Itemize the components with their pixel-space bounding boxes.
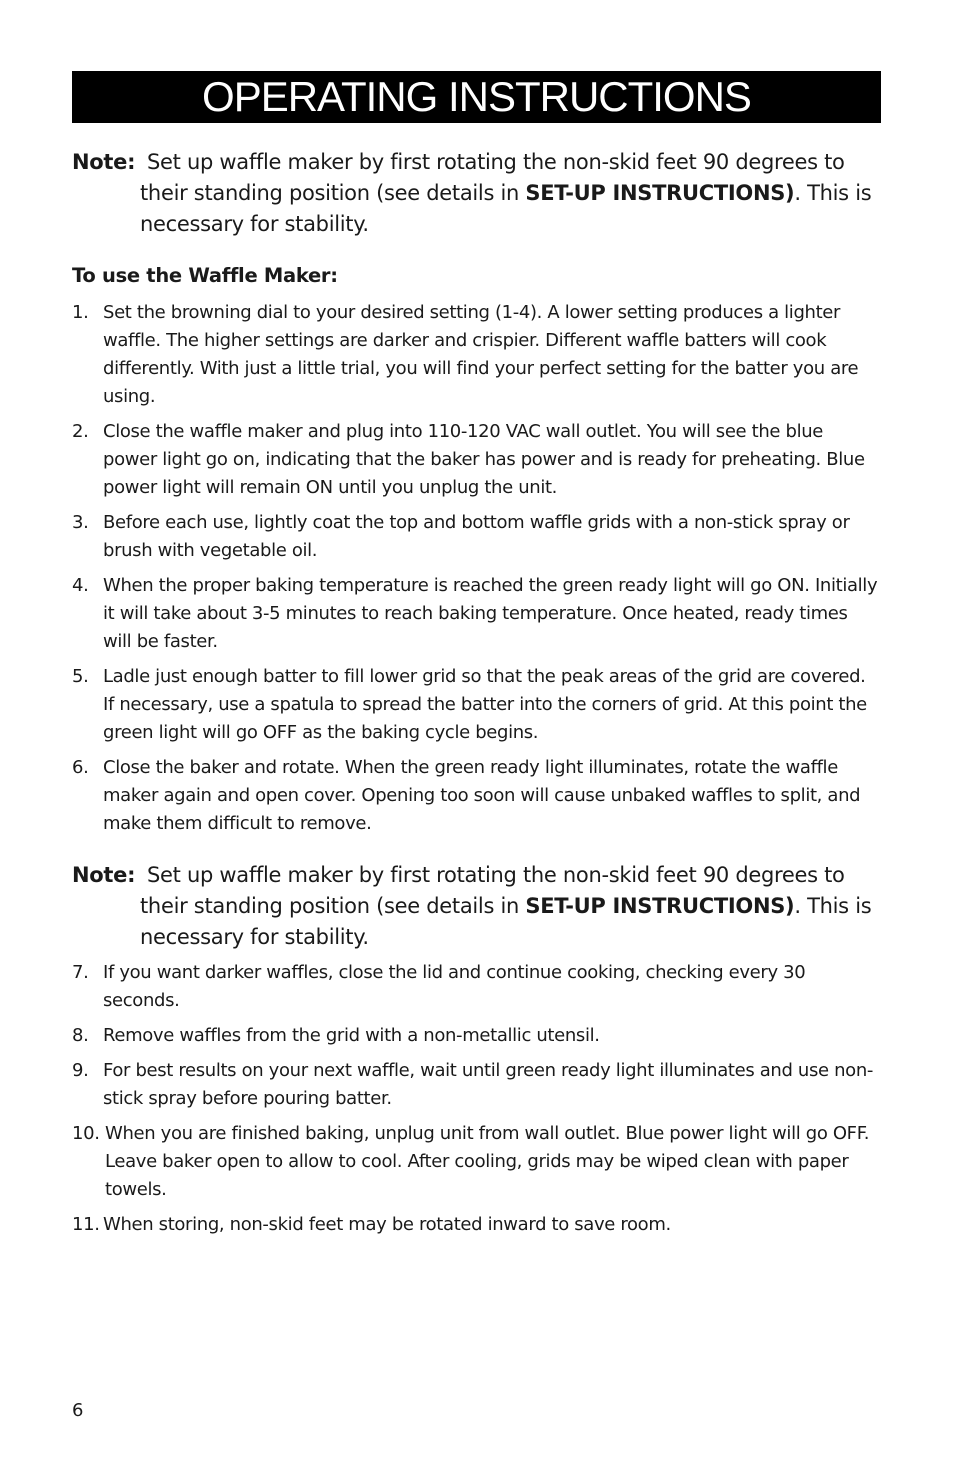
document-page (72, 71, 881, 1239)
list-item (72, 509, 881, 565)
note-label: Note: (72, 150, 136, 174)
note-stability-2 (72, 860, 881, 953)
step-number: 4. (72, 575, 89, 596)
step-text: When the proper baking temperature is reached the green ready light will go ON. Initially it will take about 3-5 minutes to reach baking temperature. Once heated, ready times will be faster. (103, 575, 878, 652)
note-text: Set up waffle maker by first rotating the non-skid feet 90 degrees to their standing position (see details in SET-UP INSTRUCTIONS). This is necessary for stability. (140, 150, 872, 236)
list-item (72, 418, 881, 502)
title-bar (72, 71, 881, 123)
step-text: Close the baker and rotate. When the green ready light illuminates, rotate the waffle maker again and open cover. Opening too soon will cause unbaked waffles to split, and make them difficult to remove. (103, 757, 861, 834)
step-number: 2. (72, 421, 89, 442)
step-number: 7. (72, 962, 89, 983)
list-item (72, 1211, 881, 1239)
step-text: Set the browning dial to your desired setting (1-4). A lower setting produces a lighter waffle. The higher settings are darker and crispier. Different waffle batters will cook differently. With just a little trial, you will find your perfect setting for the batter you are using. (103, 302, 859, 407)
step-text: For best results on your next waffle, wait until green ready light illuminates and use non-stick spray before pouring batter. (103, 1060, 874, 1109)
page-title: OPERATING INSTRUCTIONS (202, 73, 751, 120)
note-stability-1 (72, 147, 881, 240)
list-item (72, 754, 881, 838)
step-number: 8. (72, 1025, 89, 1046)
step-text: When you are finished baking, unplug unit from wall outlet. Blue power light will go OFF. Leave baker open to allow to cool. After cooling, grids may be wiped clean with paper towels. (105, 1123, 870, 1200)
step-text: When storing, non-skid feet may be rotated inward to save room. (103, 1214, 671, 1235)
list-item (72, 1120, 881, 1204)
page-number: 6 (72, 1400, 84, 1421)
step-number: 3. (72, 512, 89, 533)
step-text: Before each use, lightly coat the top and bottom waffle grids with a non-stick spray or brush with vegetable oil. (103, 512, 850, 561)
step-number: 11. (72, 1214, 100, 1235)
step-number: 1. (72, 302, 89, 323)
step-number: 5. (72, 666, 89, 687)
step-number: 6. (72, 757, 89, 778)
note-text: Set up waffle maker by first rotating the non-skid feet 90 degrees to their standing position (see details in SET-UP INSTRUCTIONS). This is necessary for stability. (140, 863, 872, 949)
step-text: If you want darker waffles, close the lid and continue cooking, checking every 30 seconds. (103, 962, 806, 1011)
list-item (72, 959, 881, 1015)
note-reference: SET-UP INSTRUCTIONS) (525, 181, 795, 205)
steps-list-b (72, 959, 881, 1239)
step-text: Close the waffle maker and plug into 110-120 VAC wall outlet. You will see the blue power light go on, indicating that the baker has power and is ready for preheating. Blue power light will remain ON until you unplug the unit. (103, 421, 865, 498)
list-item (72, 1057, 881, 1113)
step-number: 9. (72, 1060, 89, 1081)
step-text: Remove waffles from the grid with a non-metallic utensil. (103, 1025, 600, 1046)
note-reference: SET-UP INSTRUCTIONS) (525, 894, 795, 918)
list-item (72, 1022, 881, 1050)
steps-list-a (72, 299, 881, 838)
step-text: Ladle just enough batter to fill lower grid so that the peak areas of the grid are covered. If necessary, use a spatula to spread the batter into the corners of grid. At this point the green light will go OFF as the baking cycle begins. (103, 666, 867, 743)
list-item (72, 572, 881, 656)
list-item (72, 663, 881, 747)
list-item (72, 299, 881, 411)
step-number: 10. (72, 1123, 100, 1144)
section-heading: To use the Waffle Maker: (72, 264, 338, 287)
note-label: Note: (72, 863, 136, 887)
